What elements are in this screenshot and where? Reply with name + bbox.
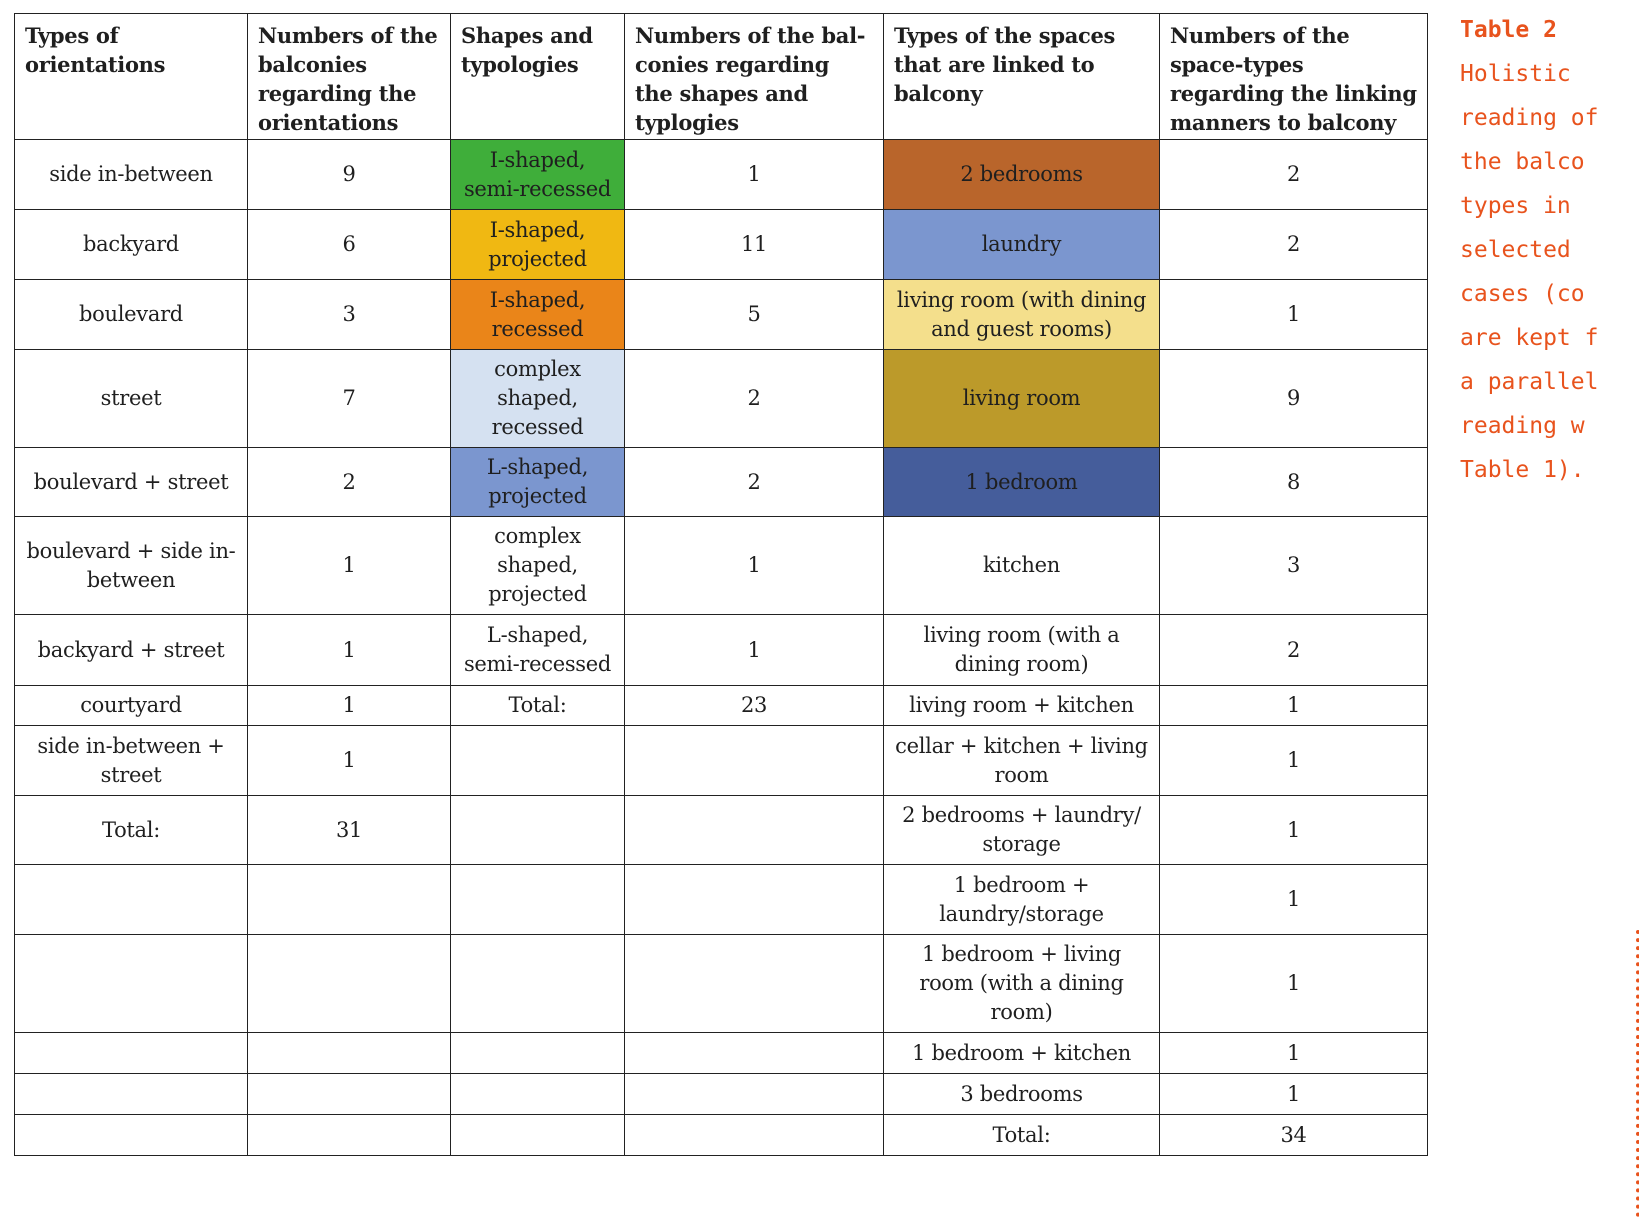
orientation-count-cell: 3 [248,280,451,350]
orientation-count-cell [248,865,451,935]
table-header-row [15,14,1428,140]
table-row [15,935,1428,1033]
shape-count-cell: 11 [625,210,884,280]
orientation-cell: street [15,350,248,448]
orientation-cell [15,935,248,1033]
header-orientation-counts: Numbers of the balconies regarding the orientations [248,14,451,140]
table-row [15,686,1428,726]
orientation-cell: backyard [15,210,248,280]
orientation-cell [15,1074,248,1115]
shape-count-cell [625,865,884,935]
caption-line: Table 1). [1460,457,1585,483]
shape-cell: L-shaped, semi-recessed [451,615,625,686]
orientation-cell: boulevard [15,280,248,350]
caption-line: types in [1460,193,1571,219]
shape-cell: complex shaped, projected [451,517,625,615]
table-caption [1460,8,1639,492]
caption-line: a parallel [1460,369,1599,395]
shape-cell [451,1033,625,1074]
shape-count-cell: 5 [625,280,884,350]
shape-cell: I-shaped, projected [451,210,625,280]
orientation-count-cell [248,1074,451,1115]
caption-line: reading w [1460,413,1585,439]
space-count-cell: 1 [1160,865,1428,935]
shape-count-cell: 1 [625,140,884,210]
linked-space-cell: Total: [884,1115,1160,1156]
table-row [15,1074,1428,1115]
space-count-cell: 1 [1160,1033,1428,1074]
table-row [15,350,1428,448]
shape-count-cell: 2 [625,350,884,448]
orientation-cell [15,865,248,935]
shape-count-cell [625,935,884,1033]
linked-space-cell: 1 bedroom + kitchen [884,1033,1160,1074]
table-row [15,140,1428,210]
orientation-count-cell: 31 [248,796,451,865]
shape-cell: Total: [451,686,625,726]
orientation-count-cell [248,1033,451,1074]
table-row [15,615,1428,686]
orientation-cell: side in-between [15,140,248,210]
table-row [15,1115,1428,1156]
linked-space-cell: living room (with a dining room) [884,615,1160,686]
linked-space-cell: 2 bedrooms + laundry/ storage [884,796,1160,865]
orientation-count-cell: 1 [248,615,451,686]
space-count-cell: 1 [1160,796,1428,865]
shape-count-cell: 23 [625,686,884,726]
shape-cell: I-shaped, recessed [451,280,625,350]
orientation-count-cell: 9 [248,140,451,210]
orientation-count-cell [248,935,451,1033]
linked-space-cell: cellar + kitchen + living room [884,726,1160,796]
linked-space-cell: 1 bedroom + laundry/storage [884,865,1160,935]
space-count-cell: 8 [1160,448,1428,517]
linked-space-cell: 3 bedrooms [884,1074,1160,1115]
shape-count-cell: 2 [625,448,884,517]
orientation-count-cell: 2 [248,448,451,517]
shape-count-cell [625,1074,884,1115]
space-count-cell: 1 [1160,935,1428,1033]
balcony-types-table [14,13,1428,1156]
shape-cell: L-shaped, projected [451,448,625,517]
shape-cell [451,865,625,935]
caption-line: cases (co [1460,281,1585,307]
table-row [15,280,1428,350]
space-count-cell: 2 [1160,140,1428,210]
shape-count-cell [625,726,884,796]
space-count-cell: 3 [1160,517,1428,615]
shape-cell: I-shaped, semi-recessed [451,140,625,210]
shape-cell [451,796,625,865]
space-count-cell: 34 [1160,1115,1428,1156]
caption-line: Holistic [1460,61,1571,87]
linked-space-cell: 1 bedroom + living room (with a dining room) [884,935,1160,1033]
shape-cell [451,726,625,796]
shape-count-cell [625,1033,884,1074]
shape-count-cell [625,796,884,865]
header-linked-space-types: Types of the spaces that are linked to balcony [884,14,1160,140]
space-count-cell: 1 [1160,1074,1428,1115]
linked-space-cell: living room [884,350,1160,448]
orientation-count-cell: 7 [248,350,451,448]
shape-count-cell: 1 [625,615,884,686]
space-count-cell: 1 [1160,726,1428,796]
table-row [15,517,1428,615]
shape-count-cell [625,1115,884,1156]
orientation-count-cell: 6 [248,210,451,280]
orientation-cell [15,1115,248,1156]
header-shapes-typologies: Shapes and typologies [451,14,625,140]
header-space-type-counts: Numbers of the space-types regarding the linking manners to balcony [1160,14,1428,140]
shape-cell [451,1074,625,1115]
caption-line: are kept f [1460,325,1599,351]
table-row [15,448,1428,517]
space-count-cell: 2 [1160,615,1428,686]
table-row [15,210,1428,280]
orientation-cell [15,1033,248,1074]
orientation-cell: courtyard [15,686,248,726]
orientation-count-cell: 1 [248,686,451,726]
orientation-count-cell: 1 [248,726,451,796]
shape-cell: complex shaped, recessed [451,350,625,448]
table-row [15,865,1428,935]
table-row [15,1033,1428,1074]
header-shape-counts: Numbers of the bal-conies regarding the shapes and typlogies [625,14,884,140]
orientation-cell: side in-between + street [15,726,248,796]
space-count-cell: 2 [1160,210,1428,280]
space-count-cell: 1 [1160,280,1428,350]
orientation-cell: boulevard + side in-between [15,517,248,615]
linked-space-cell: 1 bedroom [884,448,1160,517]
shape-count-cell: 1 [625,517,884,615]
shape-cell [451,935,625,1033]
table-row [15,726,1428,796]
header-orientation-types: Types of orientations [15,14,248,140]
shape-cell [451,1115,625,1156]
orientation-count-cell [248,1115,451,1156]
caption-line: the balco [1460,149,1585,175]
caption-line: reading of [1460,105,1599,131]
orientation-count-cell: 1 [248,517,451,615]
orientation-cell: Total: [15,796,248,865]
orientation-cell: boulevard + street [15,448,248,517]
linked-space-cell: living room (with dining and guest rooms) [884,280,1160,350]
caption-title: Table 2 [1460,17,1557,43]
table-row [15,796,1428,865]
linked-space-cell: living room + kitchen [884,686,1160,726]
linked-space-cell: laundry [884,210,1160,280]
space-count-cell: 9 [1160,350,1428,448]
caption-line: selected [1460,237,1571,263]
orientation-cell: backyard + street [15,615,248,686]
space-count-cell: 1 [1160,686,1428,726]
linked-space-cell: 2 bedrooms [884,140,1160,210]
linked-space-cell: kitchen [884,517,1160,615]
